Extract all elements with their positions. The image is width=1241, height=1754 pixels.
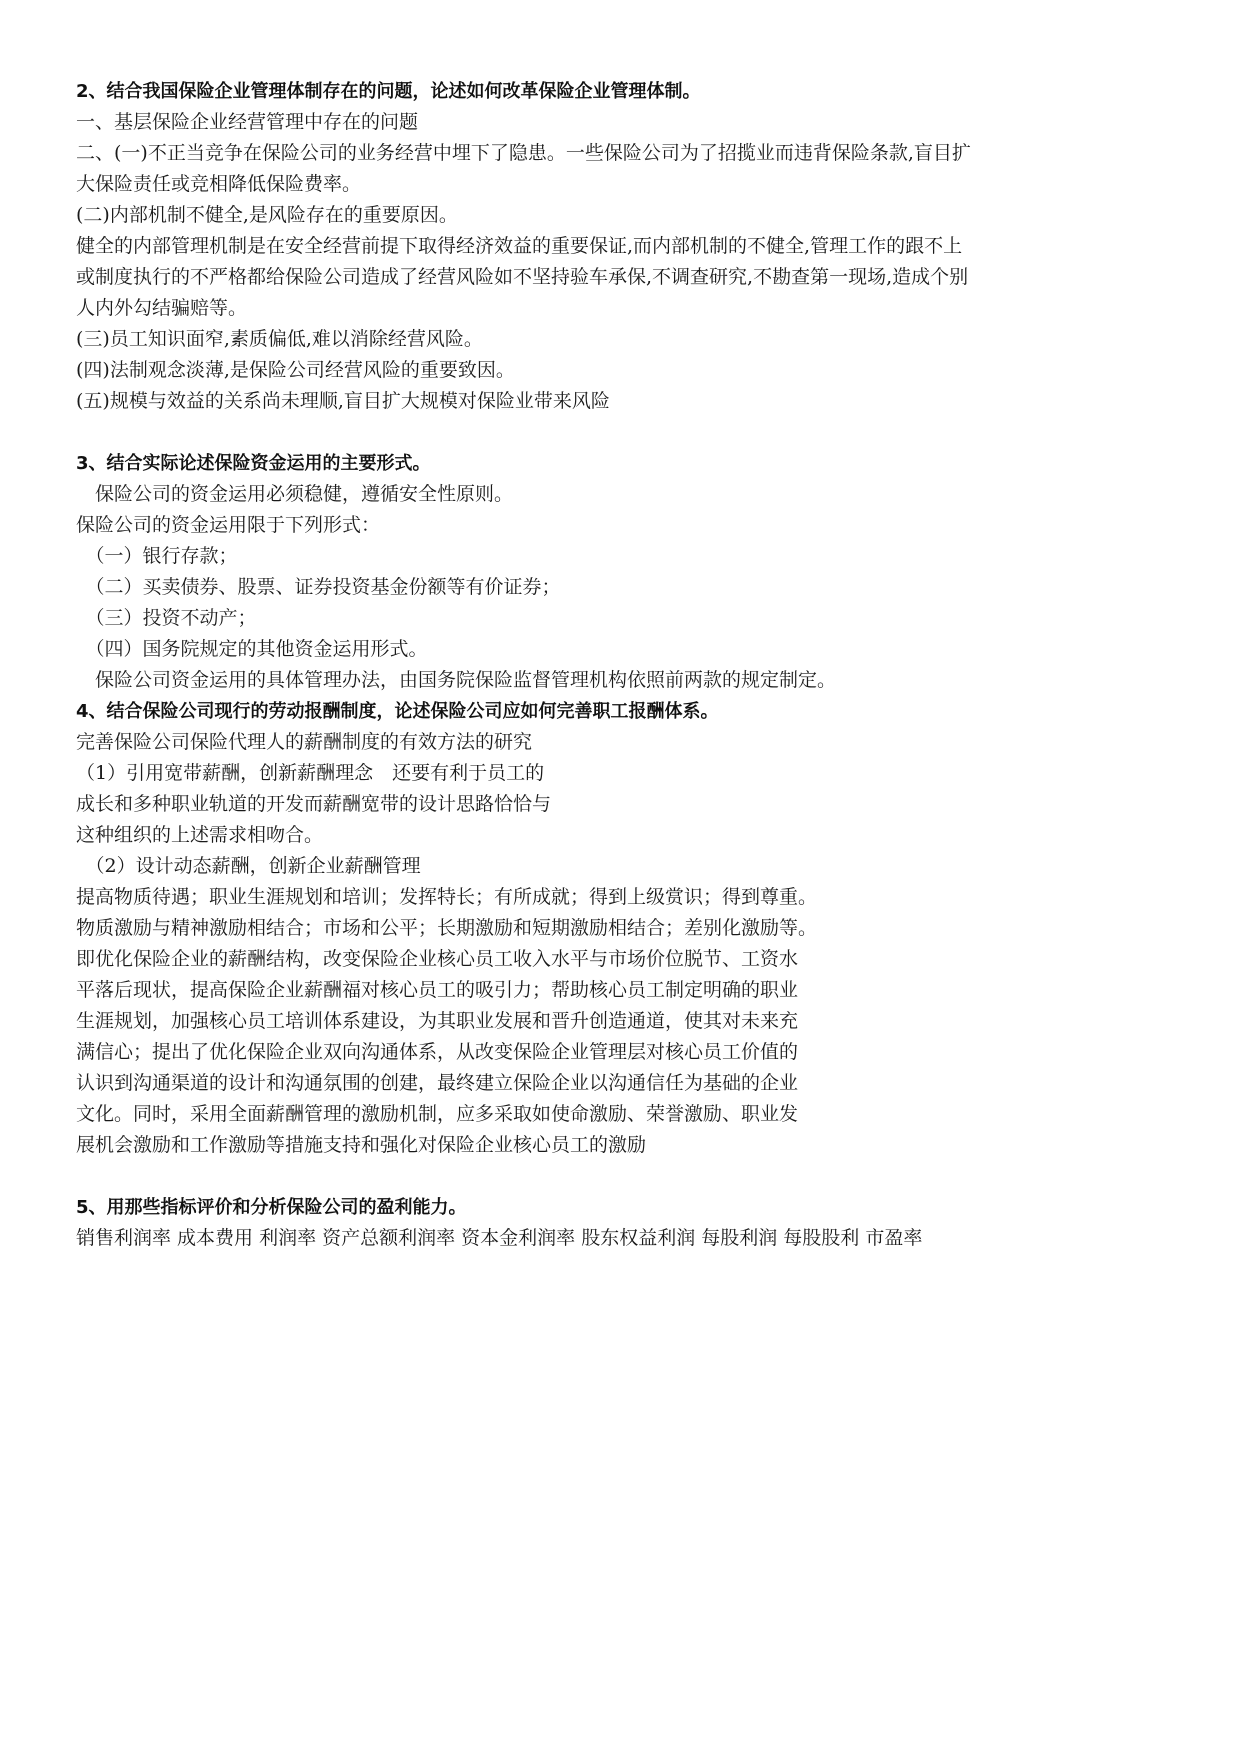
section-2-line: 或制度执行的不严格都给保险公司造成了经营风险如不坚持验车承保,不调查研究,不勘查第一现场,造成个别 (76, 266, 969, 288)
section-4-line: 物质激励与精神激励相结合；市场和公平；长期激励和短期激励相结合；差别化激励等。 (76, 917, 818, 939)
section-2-line: 一、基层保险企业经营管理中存在的问题 (76, 111, 419, 133)
section-4-line: 提高物质待遇；职业生涯规划和培训；发挥特长；有所成就；得到上级赏识；得到尊重。 (76, 886, 818, 908)
section-4-line: 满信心；提出了优化保险企业双向沟通体系，从改变保险企业管理层对核心员工价值的 (76, 1041, 799, 1063)
section-3-heading: 3、结合实际论述保险资金运用的主要形式。 (76, 453, 431, 474)
section-4-line: 生涯规划，加强核心员工培训体系建设，为其职业发展和晋升创造通道，使其对未来充 (76, 1010, 799, 1032)
section-3-line: （三）投资不动产； (76, 607, 257, 629)
section-5-line: 销售利润率 成本费用 利润率 资产总额利润率 资本金利润率 股东权益利润 每股利润 每股股利 市盈率 (76, 1227, 923, 1249)
section-4-line: （2）设计动态薪酬，创新企业薪酬管理 (76, 855, 421, 877)
section-3-line: （二）买卖债券、股票、证券投资基金份额等有价证券； (76, 576, 561, 598)
section-3-line: （一）银行存款； (76, 545, 238, 567)
section-2-line: 二、(一)不正当竞争在保险公司的业务经营中埋下了隐患。一些保险公司为了招揽业而违背保险条款,盲目扩 (76, 142, 971, 164)
section-3-line: 保险公司的资金运用必须稳健，遵循安全性原则。 (76, 483, 514, 505)
section-4-heading: 4、结合保险公司现行的劳动报酬制度，论述保险公司应如何完善职工报酬体系。 (76, 701, 719, 722)
section-4-line: 平落后现状，提高保险企业薪酬福对核心员工的吸引力；帮助核心员工制定明确的职业 (76, 979, 799, 1001)
section-2-line: 大保险责任或竞相降低保险费率。 (76, 173, 362, 195)
section-2-line: 健全的内部管理机制是在安全经营前提下取得经济效益的重要保证,而内部机制的不健全,管理工作的跟不上 (76, 235, 963, 257)
section-2-line: (五)规模与效益的关系尚未理顺,盲目扩大规模对保险业带来风险 (76, 390, 610, 412)
section-4-line: 认识到沟通渠道的设计和沟通氛围的创建，最终建立保险企业以沟通信任为基础的企业 (76, 1072, 799, 1094)
section-4-line: 成长和多种职业轨道的开发而薪酬宽带的设计思路恰恰与 (76, 793, 552, 815)
section-3-line: （四）国务院规定的其他资金运用形式。 (76, 638, 428, 660)
section-spacer (76, 417, 1176, 448)
section-4-line: 这种组织的上述需求相吻合。 (76, 824, 324, 846)
section-3-line: 保险公司资金运用的具体管理办法，由国务院保险监督管理机构依照前两款的规定制定。 (76, 669, 837, 691)
section-spacer (76, 1161, 1176, 1192)
section-3-line: 保险公司的资金运用限于下列形式： (76, 514, 381, 536)
section-2-heading: 2、结合我国保险企业管理体制存在的问题，论述如何改革保险企业管理体制。 (76, 81, 701, 102)
section-2-line: (四)法制观念淡薄,是保险公司经营风险的重要致因。 (76, 359, 515, 381)
section-2-line: (三)员工知识面窄,素质偏低,难以消除经营风险。 (76, 328, 483, 350)
section-2-line: 人内外勾结骗赔等。 (76, 297, 248, 319)
section-4-line: 展机会激励和工作激励等措施支持和强化对保险企业核心员工的激励 (76, 1134, 647, 1156)
section-5-heading: 5、用那些指标评价和分析保险公司的盈利能力。 (76, 1197, 467, 1218)
section-4-line: 即优化保险企业的薪酬结构，改变保险企业核心员工收入水平与市场价位脱节、工资水 (76, 948, 799, 970)
document-page (76, 76, 1176, 1254)
section-4-line: 文化。同时，采用全面薪酬管理的激励机制，应多采取如使命激励、荣誉激励、职业发 (76, 1103, 799, 1125)
section-2-line: (二)内部机制不健全,是风险存在的重要原因。 (76, 204, 458, 226)
section-4-line: （1）引用宽带薪酬，创新薪酬理念 还要有利于员工的 (76, 762, 545, 784)
section-4-line: 完善保险公司保险代理人的薪酬制度的有效方法的研究 (76, 731, 533, 753)
